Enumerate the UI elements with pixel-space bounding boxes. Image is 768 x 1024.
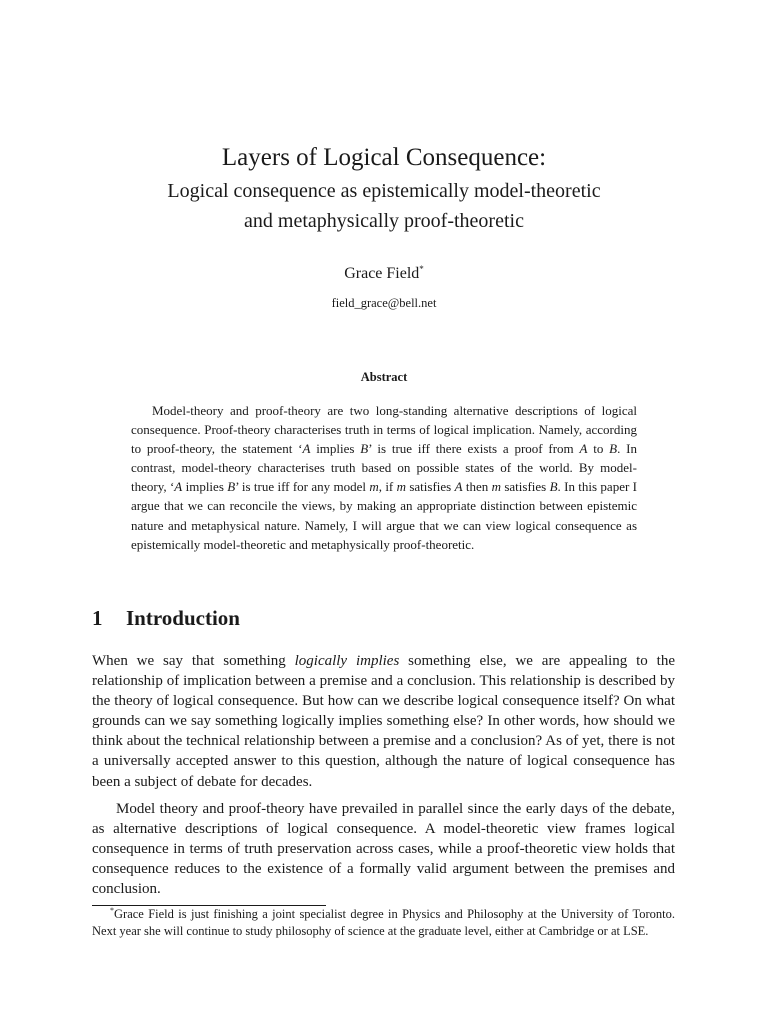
text-run: When we say that something — [92, 653, 295, 669]
author-name — [0, 264, 768, 284]
paper-title: Layers of Logical Consequence: — [221, 144, 547, 171]
abstract-heading: Abstract — [360, 370, 408, 384]
abstract-text — [131, 401, 637, 554]
text-run: . In this paper I argue that we can reconcile the views, by making an appropriate distinction between epistemic nature and metaphysical nature. Namely, I will argue that we can view logical consequence as epistemically model-theoretic and metaphysically proof-theoretic. — [131, 479, 637, 552]
italic-run: m — [491, 479, 501, 495]
text-run: Model theory and proof-theory have prevailed in parallel since the early days of the debate, as alternative descriptions of logical consequence. A model-theoretic view frames logical consequence in terms of truth preservation across cases, while a proof-theoretic view holds that consequence reduces to the existence of a formally valid argument between the premises and conclusion. — [92, 801, 675, 898]
text-run: satisfies — [406, 479, 455, 495]
italic-run: B — [360, 441, 369, 457]
subtitle-line-2: and metaphysically proof-theoretic — [244, 210, 524, 232]
paragraph-2 — [92, 799, 675, 899]
text-run: something else, we are appealing to the relationship of implication between a premise and a conclusion. This relationship is described by the theory of logical consequence. But how can we describe logical consequence itself? On what grounds can we say something logically implies something else? In other words, how should we think about the technical relationship between a premise and a conclusion? As of yet, there is not a universally accepted answer to this question, although the nature of logical consequence has been a subject of debate for decades. — [92, 653, 675, 790]
subtitle-line-1: Logical consequence as epistemically model-theoretic — [167, 180, 601, 202]
author-name-text: Grace Field — [344, 265, 420, 282]
italic-run: A — [302, 441, 311, 457]
italic-run: B — [227, 479, 236, 495]
italic-run: A — [454, 479, 463, 495]
footnote-mark: * — [110, 906, 114, 915]
text-run: to — [587, 441, 610, 457]
italic-run: A — [579, 441, 588, 457]
section-title: Introduction — [126, 606, 240, 630]
footnote — [92, 906, 675, 940]
text-run: then — [462, 479, 492, 495]
text-run: satisfies — [501, 479, 550, 495]
italic-run: logically implies — [294, 653, 400, 669]
text-run: ’ is true iff there exists a proof from — [368, 441, 580, 457]
italic-run: m — [396, 479, 406, 495]
author-footnote-mark: * — [419, 264, 424, 274]
text-run: . In contrast, model-theory characterises truth based on possible states of the world. By model-theory, ‘ — [131, 441, 637, 495]
italic-run: B — [609, 441, 618, 457]
text-run: Model-theory and proof-theory are two long-standing alternative descriptions of logical consequence. Proof-theory characterises truth in terms of logical implication. Namely, according to proof-theory, the statement ‘ — [131, 403, 637, 457]
paragraph-1 — [92, 651, 675, 792]
italic-run: m — [369, 479, 379, 495]
paper-subtitle — [0, 176, 768, 236]
section-number: 1 — [92, 606, 103, 630]
italic-run: A — [174, 479, 183, 495]
author-email: field_grace@bell.net — [331, 296, 437, 310]
text-run: , if — [378, 479, 397, 495]
section-heading — [92, 604, 240, 632]
italic-run: B — [549, 479, 558, 495]
footnote-text: Grace Field is just finishing a joint specialist degree in Physics and Philosophy at the University of Toronto. Next year she will continue to study philosophy of science at the graduate level, either at Cambridge or at LSE. — [92, 907, 675, 938]
text-run: ’ is true iff for any model — [235, 479, 370, 495]
text-run: implies — [182, 479, 228, 495]
text-run: implies — [310, 441, 361, 457]
